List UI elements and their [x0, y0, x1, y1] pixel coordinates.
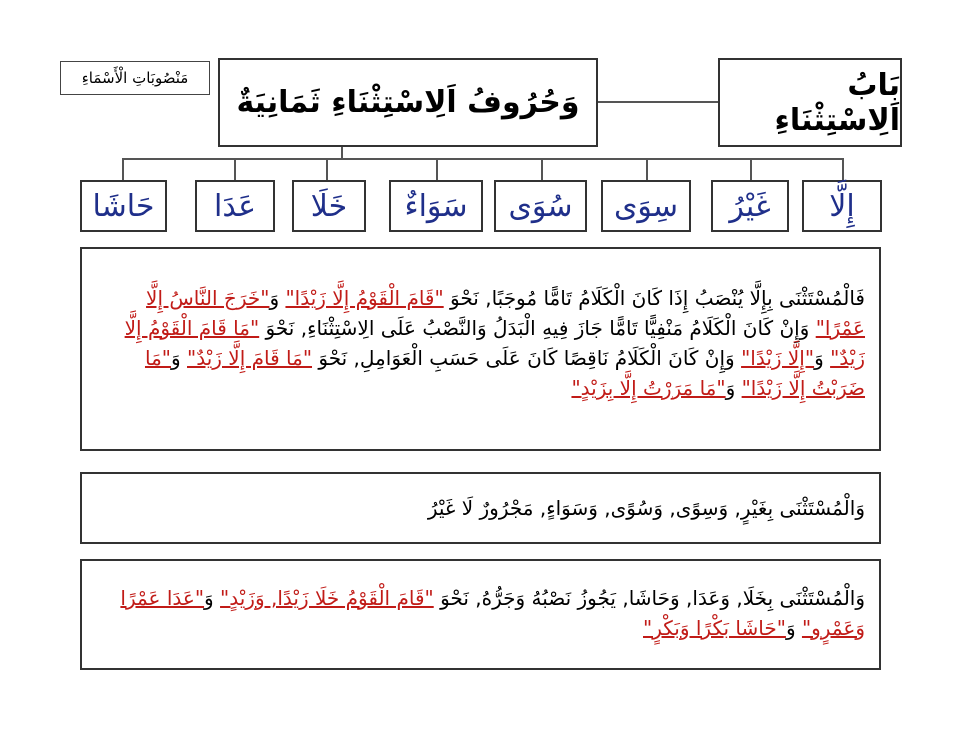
p1-example-6: "مَا ضَرَبْتُ إِلَّا زَيْدًا" — [144, 346, 865, 400]
p3-example-3: "حَاشَا بَكْرًا وَبَكْرٍ" — [643, 616, 786, 640]
stem-8 — [122, 158, 124, 180]
letter-khala: خَلَا — [292, 180, 366, 232]
p1-text-7: وَ — [725, 376, 742, 400]
letter-ghayr: غَيْرُ — [711, 180, 789, 232]
letter-sawaa: سَوَاءٌ — [389, 180, 483, 232]
stem-1 — [842, 158, 844, 180]
p3-example-1: "قَامَ الْقَوْمُ خَلَا زَيْدًا, وَزَيْدٍ" — [220, 586, 434, 610]
p1-example-2: "خَرَجَ النَّاسُ إِلَّا عَمْرًا" — [146, 286, 865, 340]
title-connector — [598, 101, 718, 103]
p2-text: وَالْمُسْتَثْنَى بِغَيْرٍ, وَسِوًى, وَسُوًى, وَسَوَاءٍ, مَجْرُورٌ لَا غَيْرُ — [427, 496, 865, 520]
stem-4 — [541, 158, 543, 180]
p3-example-2: "عَدَا عَمْرًا وَعَمْرٍو" — [120, 586, 865, 640]
p1-example-3: "مَا قَامَ الْقَوْمُ إِلَّا زَيْدٌ" — [124, 316, 865, 370]
p3-text-2: وَ — [204, 586, 221, 610]
p1-text-5: وَإِنْ كَانَ الْكَلَامُ نَاقِصًا كَانَ عَلَى حَسَبِ الْعَوَامِلِ, نَحْوَ — [312, 346, 742, 370]
p3-text-3: وَ — [785, 616, 802, 640]
main-title: بَابُ اَلِاسْتِثْنَاءِ — [774, 67, 900, 138]
letter-hasha: حَاشَا — [80, 180, 167, 232]
p1-example-5: "مَا قَامَ إِلَّا زَيْدٌ" — [187, 346, 313, 370]
stem-3 — [646, 158, 648, 180]
p1-example-7: "مَا مَرَرْتُ إِلَّا بِزَيْدٍ" — [571, 376, 726, 400]
p1-example-4: "إِلَّا زَيْدًا" — [741, 346, 815, 370]
p3-text-1: وَالْمُسْتَثْنَى بِخَلَا, وَعَدَا, وَحَاشَا, يَجُوزُ نَصْبُهُ وَجَرُّهُ, نَحْوَ — [433, 586, 865, 610]
main-title-box — [718, 58, 902, 147]
letter-siwa: سِوَى — [601, 180, 691, 232]
stem-5 — [436, 158, 438, 180]
p1-text-2: وَ — [269, 286, 286, 310]
branch-connector — [122, 158, 843, 160]
khala-rule-paragraph — [80, 559, 881, 670]
section-tag: مَنْصُوبَاتِ الْأَسْمَاءِ — [60, 61, 210, 95]
letter-suwa: سُوَى — [494, 180, 587, 232]
p1-example-1: "قَامَ الْقَوْمُ إِلَّا زَيْدًا" — [285, 286, 444, 310]
p1-text-4: وَ — [814, 346, 831, 370]
ghayr-rule-paragraph — [80, 472, 881, 544]
illa-rule-paragraph — [80, 247, 881, 451]
p1-text-1: فَالْمُسْتَثْنَى بِإِلَّا يُنْصَبُ إِذَا كَانَ الْكَلَامُ تَامًّا مُوجَبًا, نَحْوَ — [443, 286, 865, 310]
stem-2 — [750, 158, 752, 180]
p1-text-3: وَإِنْ كَانَ الْكَلَامُ مَنْفِيًّا تَامًّا جَازَ فِيهِ الْبَدَلُ وَالنَّصْبُ عَلَى الِاسْتِثْنَاءِ, نَحْوَ — [259, 316, 816, 340]
letter-illa: إِلَّا — [802, 180, 882, 232]
letter-ada: عَدَا — [195, 180, 275, 232]
sub-title: وَحُرُوفُ اَلِاسْتِثْنَاءِ ثَمَانِيَةٌ — [236, 85, 580, 120]
p1-text-6: وَ — [171, 346, 188, 370]
stem-6 — [326, 158, 328, 180]
stem-7 — [234, 158, 236, 180]
sub-title-box — [218, 58, 598, 147]
